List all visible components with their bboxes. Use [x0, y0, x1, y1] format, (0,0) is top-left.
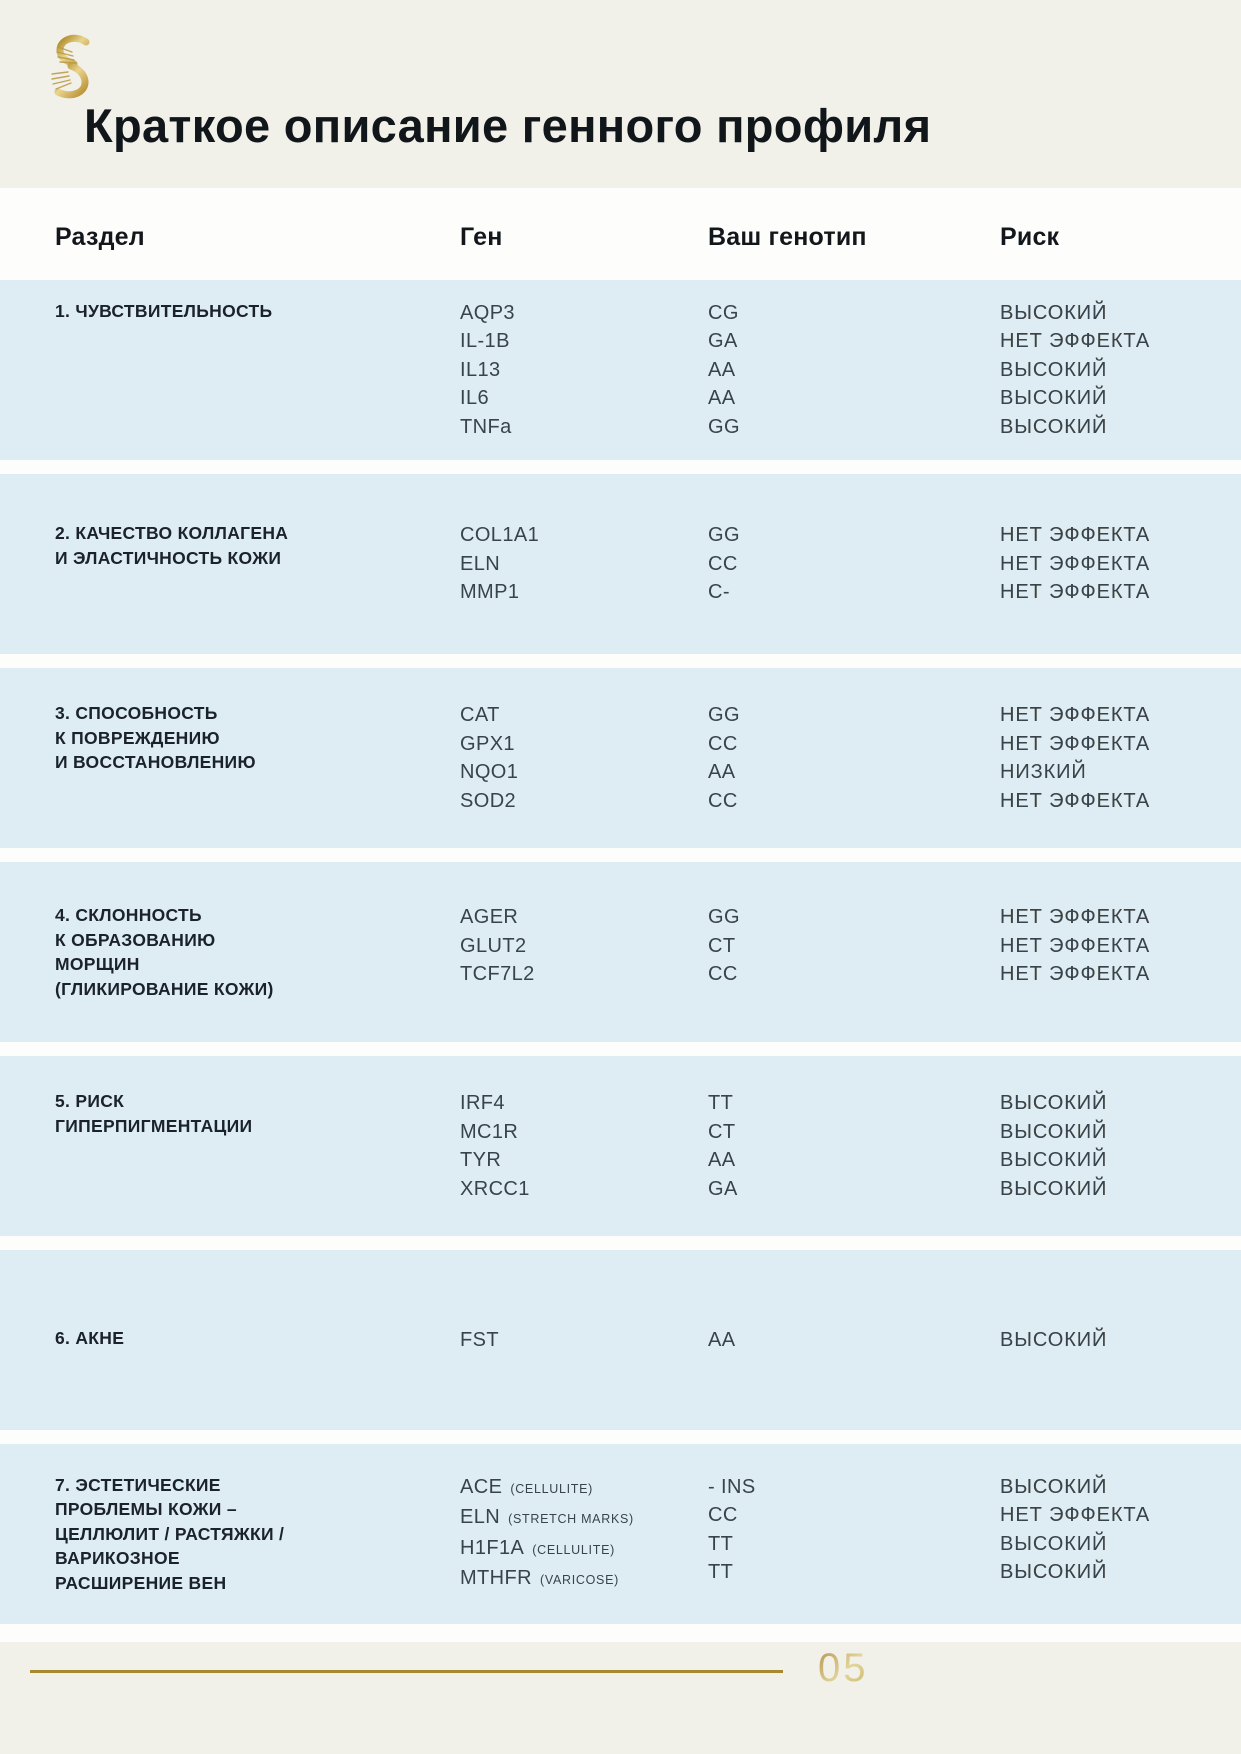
- gene-cell: GPX1: [460, 732, 515, 755]
- section-label-line: 5. РИСК: [55, 1091, 125, 1111]
- section-label-line: 1. ЧУВСТВИТЕЛЬНОСТЬ: [55, 300, 273, 321]
- risk-cell: ВЫСОКИЙ: [1000, 1475, 1108, 1498]
- gene-cell: MMP1: [460, 581, 520, 604]
- genotype-list: [708, 1473, 1000, 1587]
- risk-cell: НЕТ ЭФФЕКТА: [1000, 963, 1151, 985]
- page-number: 05: [818, 1646, 869, 1690]
- genotype-cell: TT: [708, 1561, 734, 1584]
- risk-cell: НЕТ ЭФФЕКТА: [1000, 732, 1151, 755]
- gene-cell: AQP3: [460, 301, 515, 324]
- genotype-cell: CC: [708, 732, 738, 755]
- risk-cell: НИЗКИЙ: [1000, 761, 1087, 783]
- table-section-row: [0, 1250, 1241, 1430]
- genotype-list: [708, 701, 1000, 815]
- section-label-line: И ЭЛАСТИЧНОСТЬ КОЖИ: [55, 547, 282, 568]
- section-label: [55, 1089, 460, 1138]
- genotype-cell: GG: [708, 906, 740, 928]
- genotype-cell: TT: [708, 1532, 734, 1555]
- genotype-cell: CT: [708, 934, 736, 957]
- section-label-line: ПРОБЛЕМЫ КОЖИ –: [55, 1499, 237, 1520]
- risk-list: [1000, 521, 1241, 607]
- risk-cell: ВЫСОКИЙ: [1000, 1328, 1108, 1351]
- genotype-cell: CG: [708, 301, 739, 324]
- risk-list: [1000, 1473, 1241, 1587]
- section-label: [55, 299, 460, 324]
- gene-list: [460, 1089, 708, 1203]
- genotype-cell: TT: [708, 1092, 734, 1114]
- gene-list: [460, 521, 708, 607]
- section-label-line: 4. СКЛОННОСТЬ: [55, 905, 202, 925]
- gene-note: (CELLULITE): [532, 1542, 615, 1557]
- genotype-cell: - INS: [708, 1475, 756, 1498]
- gene-cell: COL1A1: [460, 524, 540, 547]
- risk-list: [1000, 299, 1241, 442]
- gene-list: [460, 903, 708, 989]
- genotype-cell: GG: [708, 524, 740, 547]
- genotype-cell: AA: [708, 1328, 736, 1351]
- table-header-row: [0, 188, 1241, 280]
- table-section-row: [0, 474, 1241, 654]
- section-label-line: РАСШИРЕНИЕ ВЕН: [55, 1572, 227, 1593]
- genotype-cell: GG: [708, 415, 740, 438]
- gene-cell: IL-1B: [460, 330, 510, 353]
- genotype-list: [708, 521, 1000, 607]
- gene-cell: TYR: [460, 1149, 502, 1171]
- section-label: [55, 1473, 460, 1596]
- gene-cell: MC1R: [460, 1120, 519, 1143]
- column-header-risk: Риск: [1000, 223, 1060, 251]
- footer-divider-line: [30, 1670, 783, 1673]
- gene-profile-table: [0, 188, 1241, 1642]
- risk-cell: ВЫСОКИЙ: [1000, 1120, 1108, 1143]
- gene-cell: ACE (CELLULITE): [460, 1475, 594, 1498]
- section-label-line: ГИПЕРПИГМЕНТАЦИИ: [55, 1115, 253, 1136]
- section-label-line: ЦЕЛЛЮЛИТ / РАСТЯЖКИ /: [55, 1523, 285, 1544]
- gene-cell: H1F1A (CELLULITE): [460, 1536, 615, 1559]
- page-header: [0, 0, 1241, 188]
- risk-cell: ВЫСОКИЙ: [1000, 1177, 1108, 1200]
- risk-cell: НЕТ ЭФФЕКТА: [1000, 552, 1151, 575]
- risk-cell: ВЫСОКИЙ: [1000, 1561, 1108, 1584]
- gene-cell: ELN: [460, 552, 501, 575]
- column-header-genotype: Ваш генотип: [708, 223, 867, 251]
- table-section-row: [0, 668, 1241, 848]
- risk-cell: НЕТ ЭФФЕКТА: [1000, 524, 1151, 547]
- section-label-line: ВАРИКОЗНОЕ: [55, 1548, 180, 1569]
- genotype-cell: AA: [708, 761, 736, 783]
- table-section-row: [0, 862, 1241, 1042]
- risk-cell: НЕТ ЭФФЕКТА: [1000, 789, 1151, 812]
- risk-list: [1000, 903, 1241, 989]
- risk-cell: НЕТ ЭФФЕКТА: [1000, 704, 1151, 726]
- genotype-cell: CC: [708, 963, 738, 985]
- risk-list: [1000, 1326, 1241, 1355]
- genotype-cell: CT: [708, 1120, 736, 1143]
- table-section-row: [0, 1056, 1241, 1236]
- gene-list: [460, 1326, 708, 1355]
- risk-list: [1000, 701, 1241, 815]
- genotype-cell: CC: [708, 789, 738, 812]
- genotype-cell: AA: [708, 387, 736, 410]
- column-header-gene: Ген: [460, 223, 503, 251]
- section-label: [55, 1326, 460, 1351]
- dna-helix-logo-icon: [42, 34, 102, 100]
- gene-cell: CAT: [460, 704, 500, 726]
- page-title: Краткое описание генного профиля: [84, 99, 932, 152]
- genotype-cell: GA: [708, 1177, 738, 1200]
- risk-cell: НЕТ ЭФФЕКТА: [1000, 1504, 1151, 1527]
- genotype-cell: AA: [708, 1149, 736, 1171]
- risk-cell: НЕТ ЭФФЕКТА: [1000, 330, 1151, 353]
- gene-cell: MTHFR (VARICOSE): [460, 1567, 619, 1590]
- column-header-section: Раздел: [55, 223, 145, 251]
- risk-cell: НЕТ ЭФФЕКТА: [1000, 581, 1151, 604]
- risk-cell: ВЫСОКИЙ: [1000, 301, 1108, 324]
- genotype-cell: CC: [708, 1504, 738, 1527]
- genotype-list: [708, 299, 1000, 442]
- risk-list: [1000, 1089, 1241, 1203]
- section-label-line: 7. ЭСТЕТИЧЕСКИЕ: [55, 1474, 221, 1495]
- section-label-line: 2. КАЧЕСТВО КОЛЛАГЕНА: [55, 523, 289, 544]
- risk-cell: НЕТ ЭФФЕКТА: [1000, 934, 1151, 957]
- gene-cell: SOD2: [460, 789, 517, 812]
- gene-list: [460, 701, 708, 815]
- genotype-cell: GA: [708, 330, 738, 353]
- risk-cell: ВЫСОКИЙ: [1000, 358, 1108, 381]
- section-label: [55, 903, 460, 1001]
- gene-cell: IRF4: [460, 1092, 505, 1114]
- section-label-line: МОРЩИН: [55, 954, 140, 974]
- section-label-line: 6. АКНЕ: [55, 1327, 125, 1348]
- risk-cell: ВЫСОКИЙ: [1000, 415, 1108, 438]
- section-label-line: 3. СПОСОБНОСТЬ: [55, 703, 218, 723]
- gene-cell: ELN (STRETCH MARKS): [460, 1506, 634, 1529]
- gene-note: (STRETCH MARKS): [508, 1512, 634, 1527]
- risk-cell: ВЫСОКИЙ: [1000, 1149, 1108, 1171]
- gene-cell: IL13: [460, 358, 501, 381]
- risk-cell: ВЫСОКИЙ: [1000, 1532, 1108, 1555]
- gene-list: [460, 1473, 708, 1595]
- risk-cell: ВЫСОКИЙ: [1000, 1092, 1108, 1114]
- genotype-list: [708, 903, 1000, 989]
- genotype-list: [708, 1326, 1000, 1355]
- genotype-cell: AA: [708, 358, 736, 381]
- gene-cell: GLUT2: [460, 934, 527, 957]
- risk-cell: ВЫСОКИЙ: [1000, 387, 1108, 410]
- genotype-cell: GG: [708, 704, 740, 726]
- gene-list: [460, 299, 708, 442]
- gene-cell: TNFa: [460, 415, 512, 438]
- gene-cell: XRCC1: [460, 1177, 530, 1200]
- risk-cell: НЕТ ЭФФЕКТА: [1000, 906, 1151, 928]
- section-label-line: (ГЛИКИРОВАНИЕ КОЖИ): [55, 978, 274, 999]
- section-label-line: И ВОССТАНОВЛЕНИЮ: [55, 752, 256, 772]
- gene-cell: TCF7L2: [460, 963, 535, 985]
- gene-cell: FST: [460, 1328, 499, 1351]
- gene-note: (VARICOSE): [539, 1573, 619, 1588]
- gene-cell: IL6: [460, 387, 490, 410]
- section-label-line: К ОБРАЗОВАНИЮ: [55, 929, 216, 950]
- gene-note: (CELLULITE): [510, 1481, 594, 1496]
- genotype-list: [708, 1089, 1000, 1203]
- table-section-row: [0, 280, 1241, 460]
- genotype-cell: C-: [708, 581, 730, 604]
- table-body: [0, 280, 1241, 1624]
- section-label: [55, 701, 460, 775]
- gene-cell: AGER: [460, 906, 519, 928]
- section-label-line: К ПОВРЕЖДЕНИЮ: [55, 727, 220, 748]
- page-footer: [0, 1642, 1241, 1754]
- section-label: [55, 521, 460, 570]
- table-section-row: [0, 1444, 1241, 1624]
- gene-cell: NQO1: [460, 761, 519, 783]
- genotype-cell: CC: [708, 552, 738, 575]
